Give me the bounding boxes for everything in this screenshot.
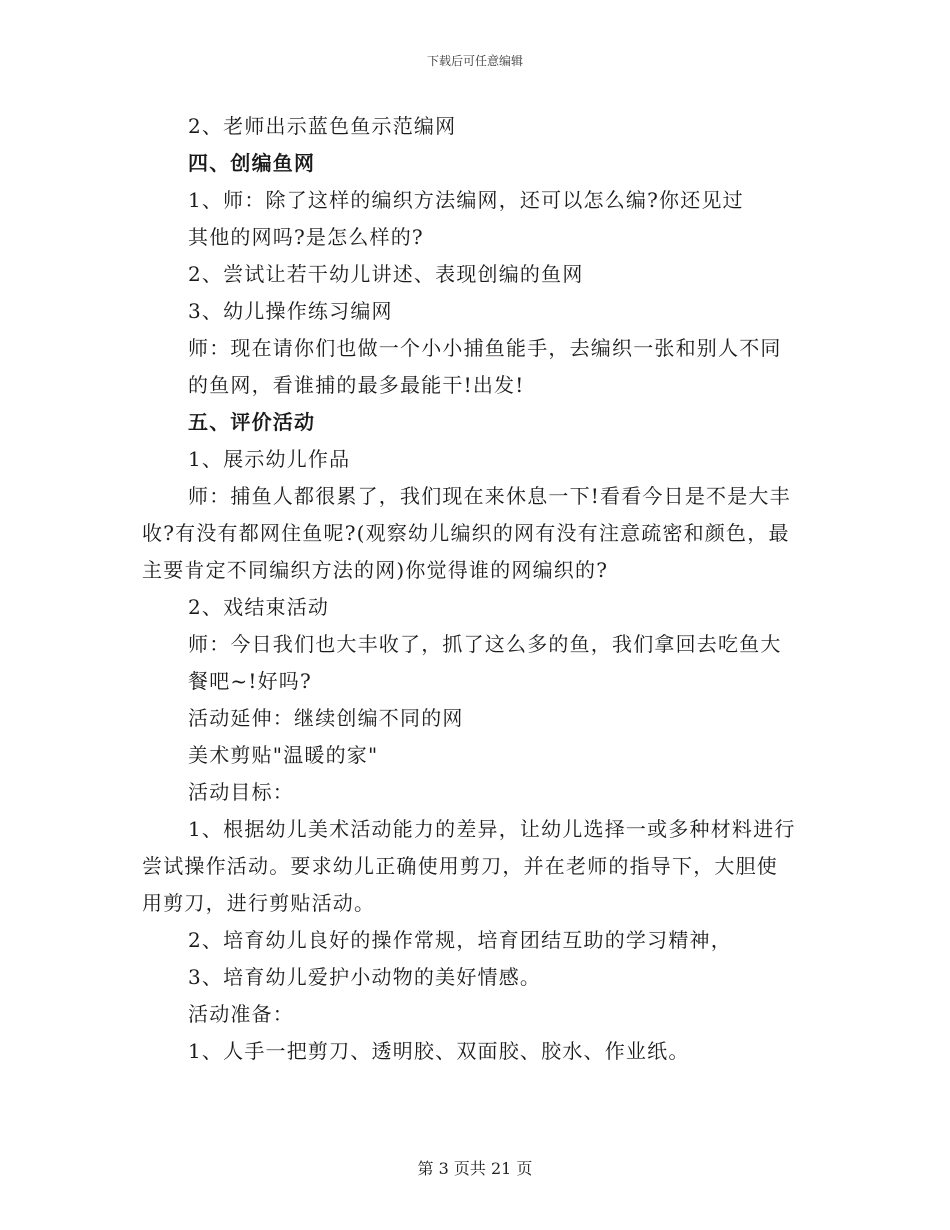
text-line: 尝试操作活动。要求幼儿正确使用剪刀，并在老师的指导下，大胆使 bbox=[142, 854, 778, 878]
text-line: 1、人手一把剪刀、透明胶、双面胶、胶水、作业纸。 bbox=[188, 1039, 690, 1063]
text-line: 师：现在请你们也做一个小小捕鱼能手，去编织一张和别人不同 bbox=[188, 336, 782, 360]
text-line: 收?有没有都网住鱼呢?(观察幼儿编织的网有没有注意疏密和颜色，最 bbox=[142, 521, 790, 545]
text-line: 1、根据幼儿美术活动能力的差异，让幼儿选择一或多种材料进行 bbox=[188, 817, 796, 841]
text-line: 3、培育幼儿爱护小动物的美好情感。 bbox=[188, 965, 542, 989]
text-line: 2、老师出示蓝色鱼示范编网 bbox=[188, 114, 457, 138]
text-line: 主要肯定不同编织方法的网)你觉得谁的网编织的? bbox=[142, 558, 609, 582]
text-line: 的鱼网，看谁捕的最多最能干!出发! bbox=[188, 373, 525, 397]
text-line: 其他的网吗?是怎么样的? bbox=[188, 225, 424, 249]
text-line: 1、展示幼儿作品 bbox=[188, 447, 351, 471]
text-line: 1、师：除了这样的编织方法编网，还可以怎么编?你还见过 bbox=[188, 188, 744, 212]
text-line: 师：捕鱼人都很累了，我们现在来休息一下!看看今日是不是大丰 bbox=[188, 484, 791, 508]
text-line: 美术剪贴"温暖的家" bbox=[188, 743, 379, 767]
text-line: 2、培育幼儿良好的操作常规，培育团结互助的学习精神， bbox=[188, 928, 732, 952]
section-heading: 四、创编鱼网 bbox=[188, 151, 316, 175]
text-line: 活动目标： bbox=[188, 780, 294, 804]
text-line: 活动延伸：继续创编不同的网 bbox=[188, 706, 464, 730]
text-line: 师：今日我们也大丰收了，抓了这么多的鱼，我们拿回去吃鱼大 bbox=[188, 632, 782, 656]
page-header: 下载后可任意编辑 bbox=[426, 54, 523, 68]
text-line: 2、尝试让若干幼儿讲述、表现创编的鱼网 bbox=[188, 262, 584, 286]
text-line: 活动准备： bbox=[188, 1002, 294, 1026]
text-line: 餐吧~!好吗? bbox=[188, 669, 312, 693]
document-body bbox=[142, 108, 812, 1070]
section-heading: 五、评价活动 bbox=[188, 410, 316, 434]
page-footer: 第 3 页共 21 页 bbox=[417, 1159, 533, 1178]
text-line: 3、幼儿操作练习编网 bbox=[188, 299, 393, 323]
text-line: 用剪刀，进行剪贴活动。 bbox=[142, 891, 376, 915]
text-line: 2、戏结束活动 bbox=[188, 595, 330, 619]
